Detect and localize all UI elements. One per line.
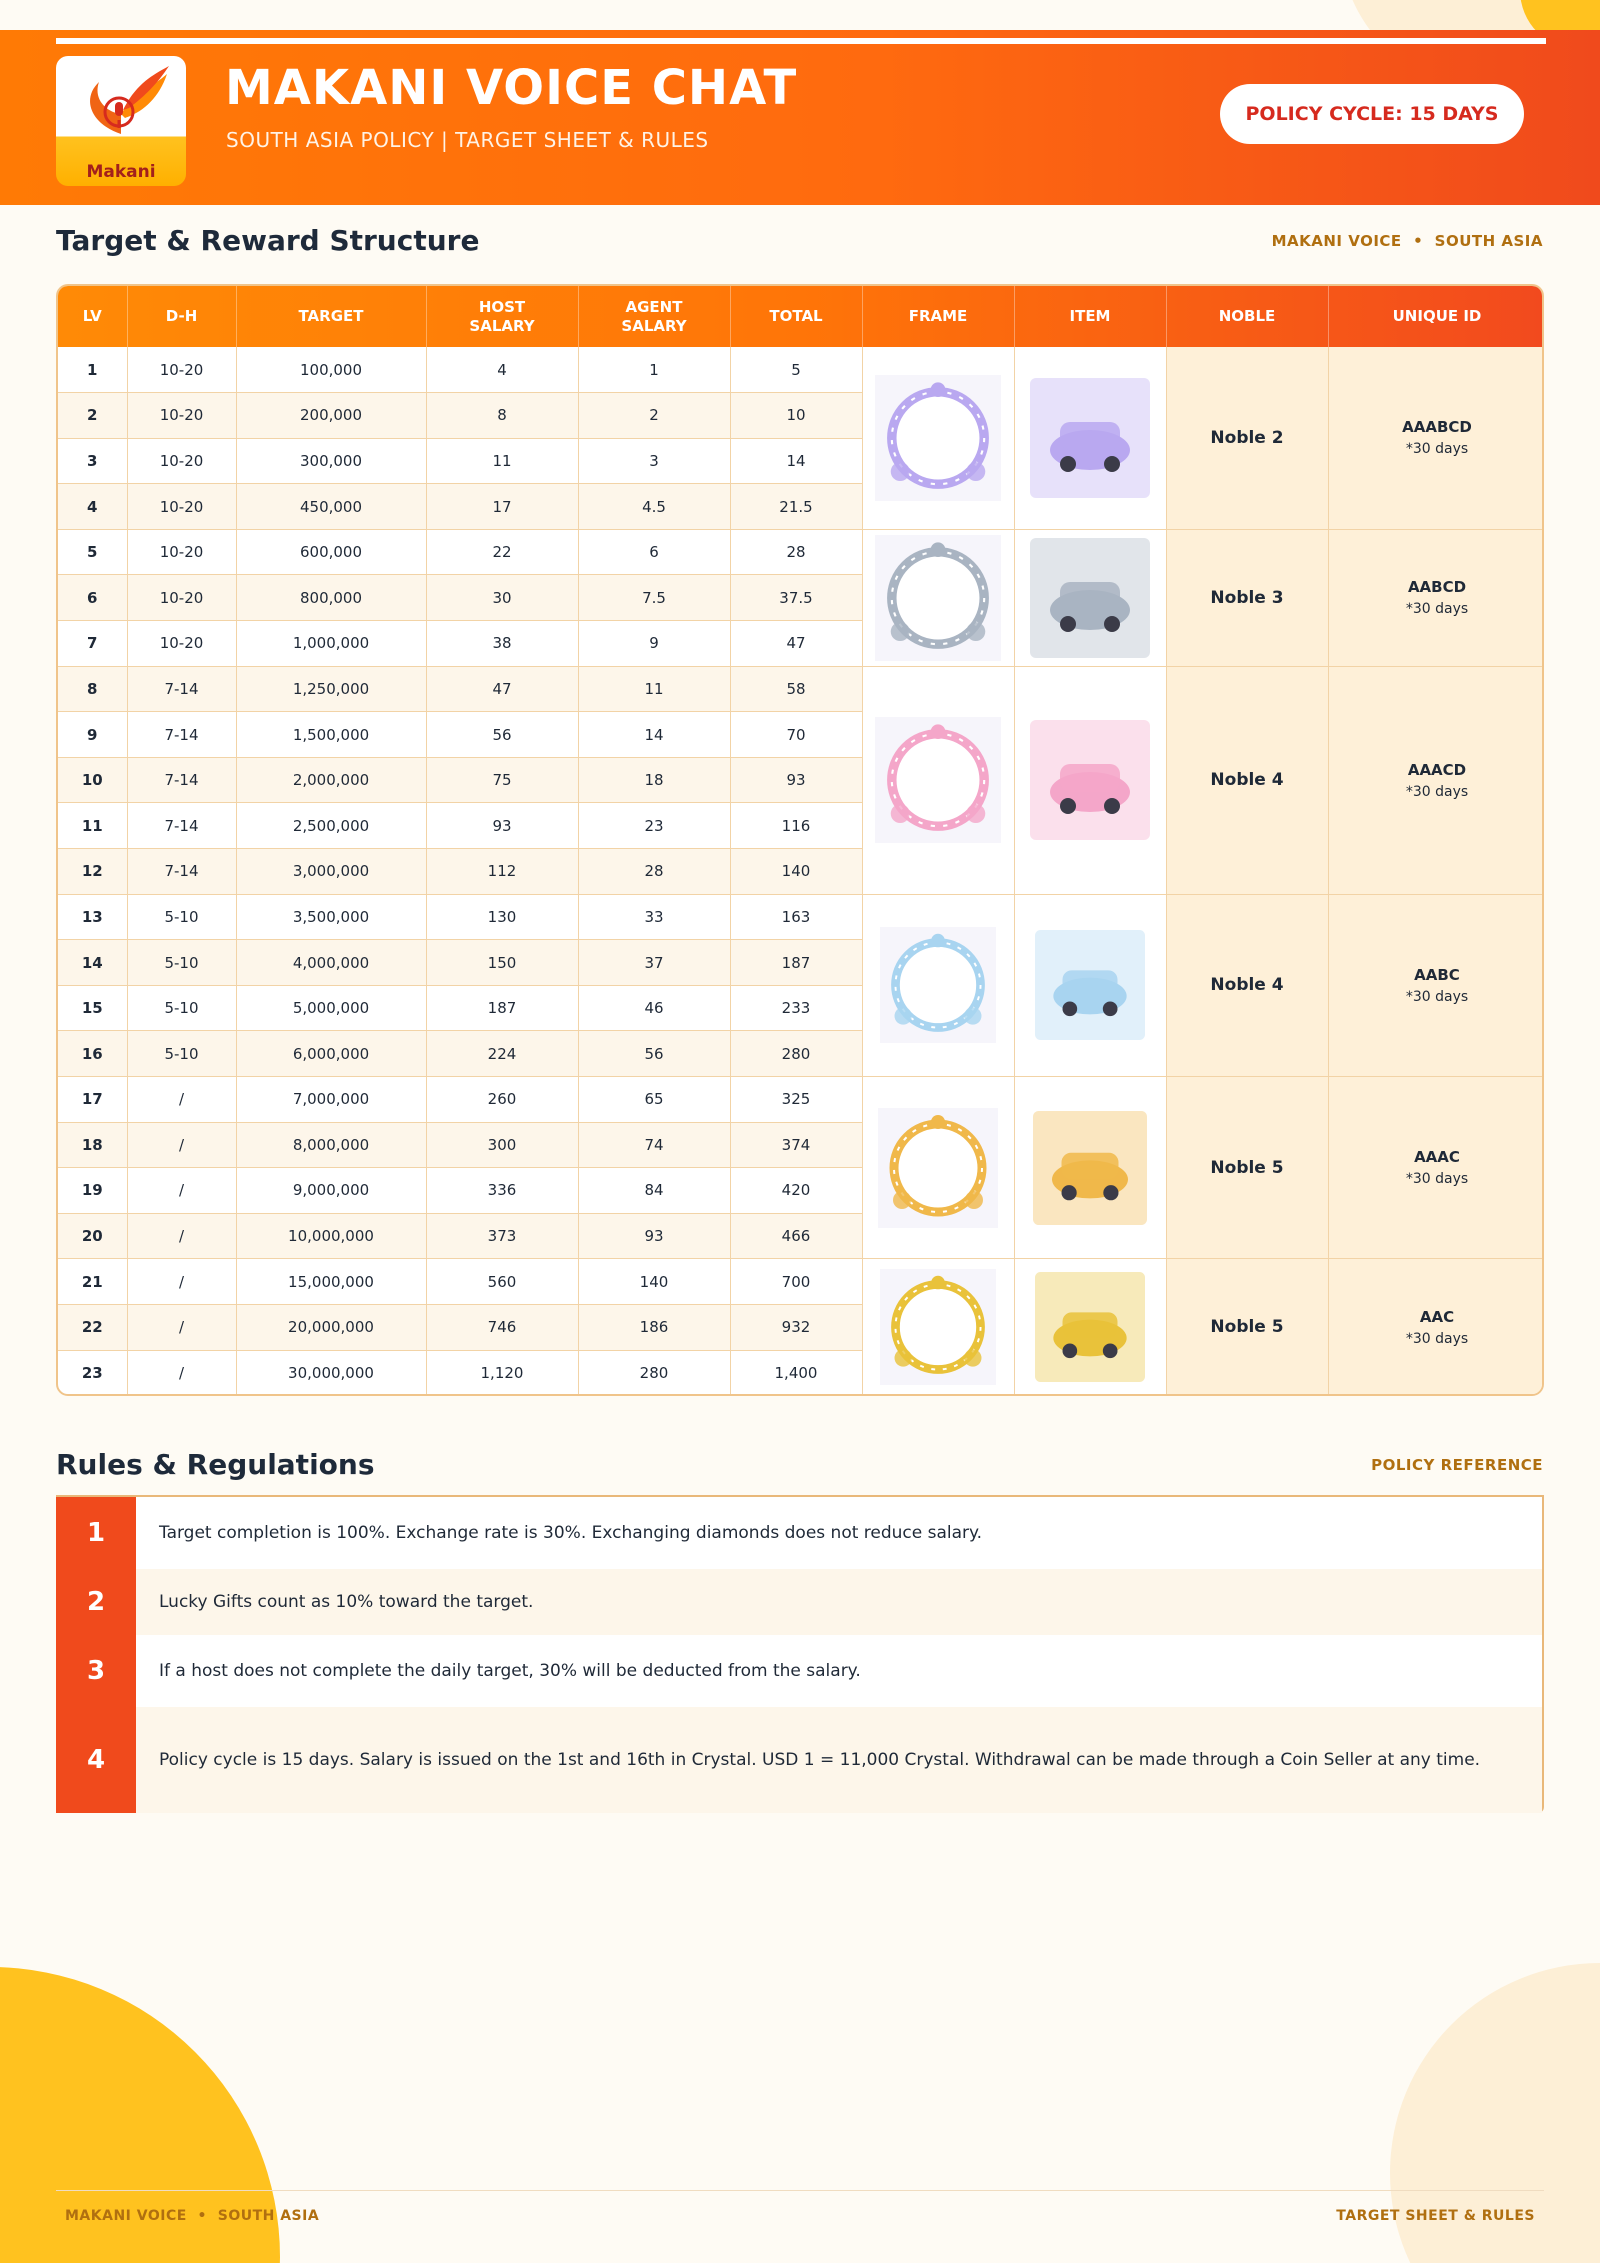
ice-frame-icon (880, 927, 996, 1043)
unique-id-code: AAACD (1407, 760, 1467, 779)
unique-id-code: AAABCD (1402, 418, 1472, 437)
cell-target: 6,000,000 (236, 1031, 426, 1077)
suv-car-icon (1023, 538, 1157, 658)
page-title: MAKANI VOICE CHAT (225, 60, 798, 116)
angel-girl-icon (1030, 720, 1150, 840)
column-header: LV (58, 286, 127, 347)
cell-lv: 22 (58, 1304, 127, 1350)
footer-left: MAKANI VOICE • SOUTH ASIA (65, 2208, 320, 2224)
cell-dh: / (127, 1304, 236, 1350)
logo-label: Makani (86, 162, 156, 182)
golden-lion-icon (1035, 1272, 1145, 1382)
cell-lv: 5 (58, 529, 127, 575)
cell-host-salary: 38 (426, 621, 578, 667)
cell-target: 200,000 (236, 393, 426, 439)
unique-id-duration: *30 days (1405, 988, 1469, 1005)
cell-frame (862, 666, 1014, 894)
cell-host-salary: 1,120 (426, 1350, 578, 1396)
cell-total: 280 (730, 1031, 862, 1077)
column-header: HOST SALARY (426, 286, 578, 347)
cell-target: 8,000,000 (236, 1122, 426, 1168)
rule-number: 4 (56, 1707, 136, 1813)
cell-lv: 2 (58, 393, 127, 439)
cell-lv: 18 (58, 1122, 127, 1168)
cell-target: 100,000 (236, 347, 426, 393)
cell-dh: 10-20 (127, 347, 236, 393)
cell-item (1014, 666, 1166, 894)
cell-target: 7,000,000 (236, 1077, 426, 1123)
cell-unique-id (1328, 1259, 1544, 1396)
unique-id-code: AABCD (1407, 578, 1467, 597)
cell-total: 163 (730, 894, 862, 940)
rule-text: If a host does not complete the daily target, 30% will be deducted from the salary. (159, 1661, 861, 1681)
cell-total: 70 (730, 712, 862, 758)
cell-item (1014, 1259, 1166, 1396)
cell-frame (862, 1077, 1014, 1259)
cell-host-salary: 30 (426, 575, 578, 621)
cell-host-salary: 300 (426, 1122, 578, 1168)
cell-dh: 10-20 (127, 484, 236, 530)
cell-total: 932 (730, 1304, 862, 1350)
cell-target: 800,000 (236, 575, 426, 621)
cell-dh: 7-14 (127, 849, 236, 895)
cell-target: 3,500,000 (236, 894, 426, 940)
cell-frame (862, 894, 1014, 1076)
cell-target: 450,000 (236, 484, 426, 530)
cell-target: 20,000,000 (236, 1304, 426, 1350)
cell-noble: Noble 2 (1166, 347, 1328, 529)
cell-dh: / (127, 1168, 236, 1214)
cell-host-salary: 373 (426, 1213, 578, 1259)
cell-host-salary: 130 (426, 894, 578, 940)
cell-total: 47 (730, 621, 862, 667)
cell-unique-id (1328, 894, 1544, 1076)
cell-agent-salary: 93 (578, 1213, 730, 1259)
cell-target: 2,000,000 (236, 757, 426, 803)
rule-item (56, 1497, 1542, 1569)
cell-dh: 7-14 (127, 803, 236, 849)
cell-agent-salary: 37 (578, 940, 730, 986)
cell-lv: 1 (58, 347, 127, 393)
cell-noble: Noble 4 (1166, 894, 1328, 1076)
cell-host-salary: 11 (426, 438, 578, 484)
golden-crown-frame-icon (878, 1108, 998, 1228)
cell-target: 2,500,000 (236, 803, 426, 849)
rule-item (56, 1569, 1542, 1635)
column-header: TOTAL (730, 286, 862, 347)
unique-id-duration: *30 days (1405, 601, 1469, 618)
cell-agent-salary: 2 (578, 393, 730, 439)
unique-id-duration: *30 days (1405, 1171, 1469, 1188)
cell-host-salary: 17 (426, 484, 578, 530)
cell-item (1014, 347, 1166, 529)
cell-lv: 15 (58, 985, 127, 1031)
cell-target: 1,500,000 (236, 712, 426, 758)
rule-text: Policy cycle is 15 days. Salary is issued on the 1st and 16th in Crystal. USD 1 = 11,000 Crystal. Withdrawal can be made through a Coin Seller at any time. (159, 1750, 1481, 1770)
table-row (58, 666, 1544, 712)
rule-item (56, 1635, 1542, 1707)
cell-dh: 5-10 (127, 940, 236, 986)
cell-target: 10,000,000 (236, 1213, 426, 1259)
cell-total: 466 (730, 1213, 862, 1259)
cell-dh: 5-10 (127, 985, 236, 1031)
column-header: TARGET (236, 286, 426, 347)
cell-agent-salary: 74 (578, 1122, 730, 1168)
cell-lv: 10 (58, 757, 127, 803)
cell-lv: 4 (58, 484, 127, 530)
cell-host-salary: 4 (426, 347, 578, 393)
cell-frame (862, 529, 1014, 666)
cell-agent-salary: 140 (578, 1259, 730, 1305)
cell-host-salary: 260 (426, 1077, 578, 1123)
cell-lv: 20 (58, 1213, 127, 1259)
red-sports-car-icon (1033, 1111, 1147, 1225)
cell-dh: 7-14 (127, 757, 236, 803)
page-subtitle: SOUTH ASIA POLICY | TARGET SHEET & RULES (226, 128, 709, 152)
cell-agent-salary: 11 (578, 666, 730, 712)
gold-jewel-frame-icon (880, 1269, 996, 1385)
cell-unique-id (1328, 347, 1544, 529)
cell-noble: Noble 3 (1166, 529, 1328, 666)
cell-total: 140 (730, 849, 862, 895)
cell-agent-salary: 65 (578, 1077, 730, 1123)
rules-list (56, 1495, 1544, 1813)
cell-total: 325 (730, 1077, 862, 1123)
unique-id-duration: *30 days (1405, 783, 1469, 800)
silver-wing-frame-icon (868, 535, 1008, 661)
header-banner (0, 30, 1600, 205)
cell-host-salary: 150 (426, 940, 578, 986)
cell-total: 374 (730, 1122, 862, 1168)
cell-host-salary: 112 (426, 849, 578, 895)
cell-host-salary: 56 (426, 712, 578, 758)
unique-id-code: AAC (1419, 1307, 1455, 1326)
cell-host-salary: 47 (426, 666, 578, 712)
cell-target: 15,000,000 (236, 1259, 426, 1305)
cell-lv: 8 (58, 666, 127, 712)
cell-host-salary: 8 (426, 393, 578, 439)
cell-total: 21.5 (730, 484, 862, 530)
rule-number: 3 (56, 1635, 136, 1707)
unique-id-code: AAAC (1414, 1148, 1460, 1167)
cell-dh: / (127, 1122, 236, 1168)
cell-lv: 12 (58, 849, 127, 895)
cell-agent-salary: 18 (578, 757, 730, 803)
cell-item (1014, 1077, 1166, 1259)
cell-total: 233 (730, 985, 862, 1031)
jet-plane-icon (1030, 378, 1150, 498)
pink-flower-frame-icon (875, 717, 1001, 843)
cell-dh: 7-14 (127, 666, 236, 712)
cell-noble: Noble 5 (1166, 1259, 1328, 1396)
unique-id-duration: *30 days (1405, 1330, 1469, 1347)
rule-text: Lucky Gifts count as 10% toward the target. (159, 1592, 534, 1612)
table-row (58, 529, 1544, 575)
column-header: UNIQUE ID (1328, 286, 1544, 347)
column-header: FRAME (862, 286, 1014, 347)
cell-host-salary: 187 (426, 985, 578, 1031)
cell-total: 10 (730, 393, 862, 439)
unique-id-code: AABC (1414, 965, 1460, 984)
unicorn-frame-icon (875, 375, 1001, 501)
cell-total: 116 (730, 803, 862, 849)
cell-agent-salary: 46 (578, 985, 730, 1031)
column-header: ITEM (1014, 286, 1166, 347)
table-row (58, 1077, 1544, 1123)
cell-total: 93 (730, 757, 862, 803)
rules-section-meta: POLICY REFERENCE (1371, 1456, 1543, 1474)
cell-dh: / (127, 1259, 236, 1305)
cell-target: 30,000,000 (236, 1350, 426, 1396)
cell-agent-salary: 3 (578, 438, 730, 484)
cell-frame (862, 347, 1014, 529)
app-logo (56, 56, 186, 186)
cell-lv: 16 (58, 1031, 127, 1077)
cell-target: 300,000 (236, 438, 426, 484)
cell-agent-salary: 4.5 (578, 484, 730, 530)
cell-agent-salary: 7.5 (578, 575, 730, 621)
cell-target: 3,000,000 (236, 849, 426, 895)
cell-agent-salary: 14 (578, 712, 730, 758)
target-table (56, 284, 1544, 1396)
cell-total: 28 (730, 529, 862, 575)
cell-dh: 10-20 (127, 438, 236, 484)
cell-lv: 21 (58, 1259, 127, 1305)
cell-total: 5 (730, 347, 862, 393)
cell-agent-salary: 23 (578, 803, 730, 849)
cell-dh: 7-14 (127, 712, 236, 758)
cell-dh: 10-20 (127, 575, 236, 621)
cell-dh: / (127, 1077, 236, 1123)
phoenix-mic-icon (71, 64, 171, 146)
cell-total: 58 (730, 666, 862, 712)
cell-host-salary: 560 (426, 1259, 578, 1305)
cell-agent-salary: 33 (578, 894, 730, 940)
cell-host-salary: 22 (426, 529, 578, 575)
cell-agent-salary: 6 (578, 529, 730, 575)
table-row (58, 894, 1544, 940)
cell-agent-salary: 84 (578, 1168, 730, 1214)
cell-total: 700 (730, 1259, 862, 1305)
cell-dh: 10-20 (127, 621, 236, 667)
rule-item (56, 1707, 1542, 1813)
cell-lv: 3 (58, 438, 127, 484)
cell-agent-salary: 1 (578, 347, 730, 393)
cell-unique-id (1328, 1077, 1544, 1259)
rule-number: 2 (56, 1569, 136, 1635)
table-row (58, 347, 1544, 393)
cell-target: 9,000,000 (236, 1168, 426, 1214)
cell-unique-id (1328, 666, 1544, 894)
cell-agent-salary: 28 (578, 849, 730, 895)
cell-target: 4,000,000 (236, 940, 426, 986)
cell-noble: Noble 4 (1166, 666, 1328, 894)
rules-section-title: Rules & Regulations (56, 1448, 375, 1481)
cell-host-salary: 224 (426, 1031, 578, 1077)
cell-unique-id (1328, 529, 1544, 666)
cell-lv: 9 (58, 712, 127, 758)
cell-target: 5,000,000 (236, 985, 426, 1031)
rule-text: Target completion is 100%. Exchange rate is 30%. Exchanging diamonds does not reduce salary. (159, 1523, 983, 1543)
cell-target: 1,250,000 (236, 666, 426, 712)
cell-agent-salary: 56 (578, 1031, 730, 1077)
cell-total: 420 (730, 1168, 862, 1214)
cell-total: 14 (730, 438, 862, 484)
footer-rule (56, 2190, 1544, 2191)
target-section-title: Target & Reward Structure (56, 224, 480, 257)
policy-cycle-badge: POLICY CYCLE: 15 DAYS (1220, 84, 1524, 144)
table-header-row (58, 286, 1544, 347)
cell-dh: 10-20 (127, 529, 236, 575)
cell-target: 600,000 (236, 529, 426, 575)
cell-lv: 17 (58, 1077, 127, 1123)
cell-dh: / (127, 1350, 236, 1396)
cell-dh: 5-10 (127, 1031, 236, 1077)
unique-id-duration: *30 days (1405, 441, 1469, 458)
cell-item (1014, 529, 1166, 666)
cell-lv: 19 (58, 1168, 127, 1214)
cell-lv: 11 (58, 803, 127, 849)
footer-right: TARGET SHEET & RULES (1336, 2208, 1535, 2224)
header-rule (56, 38, 1546, 44)
cell-total: 37.5 (730, 575, 862, 621)
cell-dh: / (127, 1213, 236, 1259)
cell-lv: 13 (58, 894, 127, 940)
anime-girl-icon (1035, 930, 1145, 1040)
column-header: AGENT SALARY (578, 286, 730, 347)
cell-total: 1,400 (730, 1350, 862, 1396)
target-section-meta: MAKANI VOICE • SOUTH ASIA (1271, 232, 1543, 250)
cell-target: 1,000,000 (236, 621, 426, 667)
cell-lv: 23 (58, 1350, 127, 1396)
cell-agent-salary: 280 (578, 1350, 730, 1396)
cell-agent-salary: 186 (578, 1304, 730, 1350)
cell-total: 187 (730, 940, 862, 986)
cell-dh: 10-20 (127, 393, 236, 439)
column-header: D-H (127, 286, 236, 347)
cell-host-salary: 93 (426, 803, 578, 849)
cell-item (1014, 894, 1166, 1076)
cell-agent-salary: 9 (578, 621, 730, 667)
cell-host-salary: 75 (426, 757, 578, 803)
cell-host-salary: 746 (426, 1304, 578, 1350)
cell-frame (862, 1259, 1014, 1396)
cell-dh: 5-10 (127, 894, 236, 940)
cell-lv: 14 (58, 940, 127, 986)
cell-lv: 6 (58, 575, 127, 621)
cell-noble: Noble 5 (1166, 1077, 1328, 1259)
cell-host-salary: 336 (426, 1168, 578, 1214)
column-header: NOBLE (1166, 286, 1328, 347)
cell-lv: 7 (58, 621, 127, 667)
table-row (58, 1259, 1544, 1305)
table-body (58, 347, 1544, 1396)
rule-number: 1 (56, 1497, 136, 1569)
